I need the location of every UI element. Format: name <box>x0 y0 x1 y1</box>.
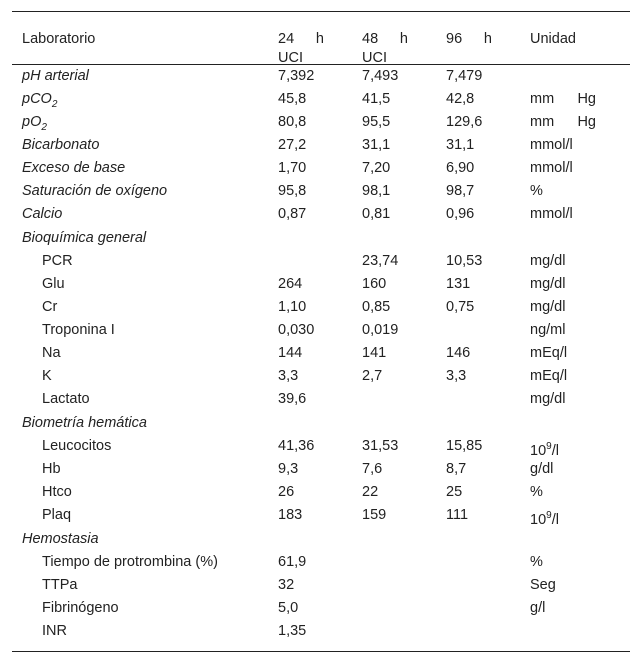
table-bottom-rule <box>12 651 630 652</box>
value-96h: 146 <box>446 345 471 361</box>
value-96h: 129,6 <box>446 114 483 130</box>
value-24h: 5,0 <box>278 600 299 616</box>
unit-cell: mg/dl <box>530 253 566 269</box>
row-label: Hb <box>42 461 61 477</box>
row-label: INR <box>42 623 67 639</box>
row-label: Leucocitos <box>42 438 112 454</box>
value-96h: 98,7 <box>446 183 475 199</box>
row-label: Plaq <box>42 507 72 523</box>
value-48h: 0,85 <box>362 299 391 315</box>
unit-cell: g/dl <box>530 461 554 477</box>
row-label: pCO$_2$ <box>22 91 58 110</box>
value-96h: 3,3 <box>446 368 467 384</box>
unit-cell: ng/ml <box>530 322 566 338</box>
unit-cell: mm Hg <box>530 114 596 130</box>
table-row <box>12 597 630 620</box>
section-title: Bioquímica general <box>22 230 147 246</box>
value-24h: 95,8 <box>278 183 307 199</box>
value-48h: 22 <box>362 484 379 500</box>
value-48h: 7,6 <box>362 461 383 477</box>
section-heading <box>12 412 630 435</box>
value-96h: 10,53 <box>446 253 483 269</box>
value-24h: 7,392 <box>278 68 315 84</box>
value-96h: 111 <box>446 507 469 523</box>
value-24h: 0,87 <box>278 206 307 222</box>
value-24h: 27,2 <box>278 137 307 153</box>
value-48h: 7,20 <box>362 160 391 176</box>
value-48h: 31,53 <box>362 438 399 454</box>
table-row <box>12 157 630 180</box>
value-96h: 131 <box>446 276 471 292</box>
value-96h: 25 <box>446 484 463 500</box>
value-96h: 0,96 <box>446 206 475 222</box>
unit-cell: mm Hg <box>530 91 596 107</box>
section-heading <box>12 528 630 551</box>
value-24h: 1,35 <box>278 623 307 639</box>
value-24h: 0,030 <box>278 322 315 338</box>
value-48h: 141 <box>362 345 387 361</box>
unit-cell: $10^9/l$ <box>530 510 559 528</box>
table-row <box>12 481 630 504</box>
unit-cell: mmol/l <box>530 137 573 153</box>
value-48h: 23,74 <box>362 253 399 269</box>
header-96h: 96 h <box>446 31 492 47</box>
row-label: Exceso de base <box>22 160 126 176</box>
section-heading <box>12 227 630 250</box>
table-row <box>12 574 630 597</box>
value-48h: 95,5 <box>362 114 391 130</box>
value-24h: 1,70 <box>278 160 307 176</box>
table-row <box>12 319 630 342</box>
header-24h-uci: 24 h UCI <box>278 31 324 66</box>
table-row <box>12 504 630 527</box>
value-24h: 80,8 <box>278 114 307 130</box>
table-row <box>12 88 630 111</box>
row-label: Bicarbonato <box>22 137 100 153</box>
table-row <box>12 180 630 203</box>
unit-cell: % <box>530 183 543 199</box>
table-top-rule <box>12 11 630 12</box>
row-label: Glu <box>42 276 65 292</box>
value-96h: 7,479 <box>446 68 483 84</box>
row-label: Tiempo de protrombina (%) <box>42 554 218 570</box>
table-row <box>12 273 630 296</box>
value-24h: 9,3 <box>278 461 299 477</box>
header-unidad: Unidad <box>530 31 576 47</box>
row-label: Cr <box>42 299 58 315</box>
table-row <box>12 203 630 226</box>
table-row <box>12 111 630 134</box>
unit-cell: mmol/l <box>530 160 573 176</box>
value-24h: 1,10 <box>278 299 307 315</box>
value-24h: 41,36 <box>278 438 315 454</box>
value-96h: 15,85 <box>446 438 483 454</box>
value-24h: 61,9 <box>278 554 307 570</box>
table-row <box>12 134 630 157</box>
row-label: Htco <box>42 484 72 500</box>
row-label: PCR <box>42 253 73 269</box>
row-label: Na <box>42 345 61 361</box>
table-row <box>12 458 630 481</box>
table-row <box>12 65 630 88</box>
value-24h: 183 <box>278 507 303 523</box>
value-24h: 32 <box>278 577 295 593</box>
unit-cell: mEq/l <box>530 345 568 361</box>
unit-cell: g/l <box>530 600 546 616</box>
value-48h: 2,7 <box>362 368 383 384</box>
value-48h: 160 <box>362 276 387 292</box>
header-laboratorio: Laboratorio <box>22 31 96 47</box>
row-label: Calcio <box>22 206 63 222</box>
table-row <box>12 365 630 388</box>
value-24h: 45,8 <box>278 91 307 107</box>
row-label: Fibrinógeno <box>42 600 119 616</box>
unit-cell: % <box>530 554 543 570</box>
unit-cell: mEq/l <box>530 368 568 384</box>
row-label: Saturación de oxígeno <box>22 183 168 199</box>
header-48h-uci: 48 h UCI <box>362 31 408 66</box>
row-label: Lactato <box>42 391 90 407</box>
value-48h: 0,81 <box>362 206 391 222</box>
row-label: TTPa <box>42 577 78 593</box>
table-row <box>12 250 630 273</box>
value-96h: 42,8 <box>446 91 475 107</box>
value-24h: 39,6 <box>278 391 307 407</box>
value-48h: 7,493 <box>362 68 399 84</box>
value-24h: 144 <box>278 345 303 361</box>
unit-cell: mg/dl <box>530 391 566 407</box>
table-row <box>12 620 630 643</box>
table-row <box>12 435 630 458</box>
row-label: K <box>42 368 52 384</box>
value-96h: 6,90 <box>446 160 475 176</box>
row-label: pH arterial <box>22 68 89 84</box>
table-row <box>12 388 630 411</box>
value-24h: 3,3 <box>278 368 299 384</box>
unit-cell: % <box>530 484 543 500</box>
table-row <box>12 551 630 574</box>
unit-cell: mg/dl <box>530 276 566 292</box>
value-48h: 98,1 <box>362 183 391 199</box>
row-label: $pO_2$ <box>22 114 47 133</box>
section-title: Biometría hemática <box>22 415 147 431</box>
value-48h: 0,019 <box>362 322 399 338</box>
value-48h: 41,5 <box>362 91 391 107</box>
value-48h: 31,1 <box>362 137 391 153</box>
unit-cell: Seg <box>530 577 556 593</box>
value-24h: 264 <box>278 276 303 292</box>
section-title: Hemostasia <box>22 531 99 547</box>
value-24h: 26 <box>278 484 295 500</box>
value-96h: 0,75 <box>446 299 475 315</box>
unit-cell: mmol/l <box>530 206 573 222</box>
unit-cell: mg/dl <box>530 299 566 315</box>
value-96h: 8,7 <box>446 461 467 477</box>
unit-cell: $10^9/l$ <box>530 441 559 459</box>
value-48h: 159 <box>362 507 387 523</box>
value-96h: 31,1 <box>446 137 475 153</box>
row-label: Troponina I <box>42 322 115 338</box>
table-row <box>12 342 630 365</box>
table-row <box>12 296 630 319</box>
